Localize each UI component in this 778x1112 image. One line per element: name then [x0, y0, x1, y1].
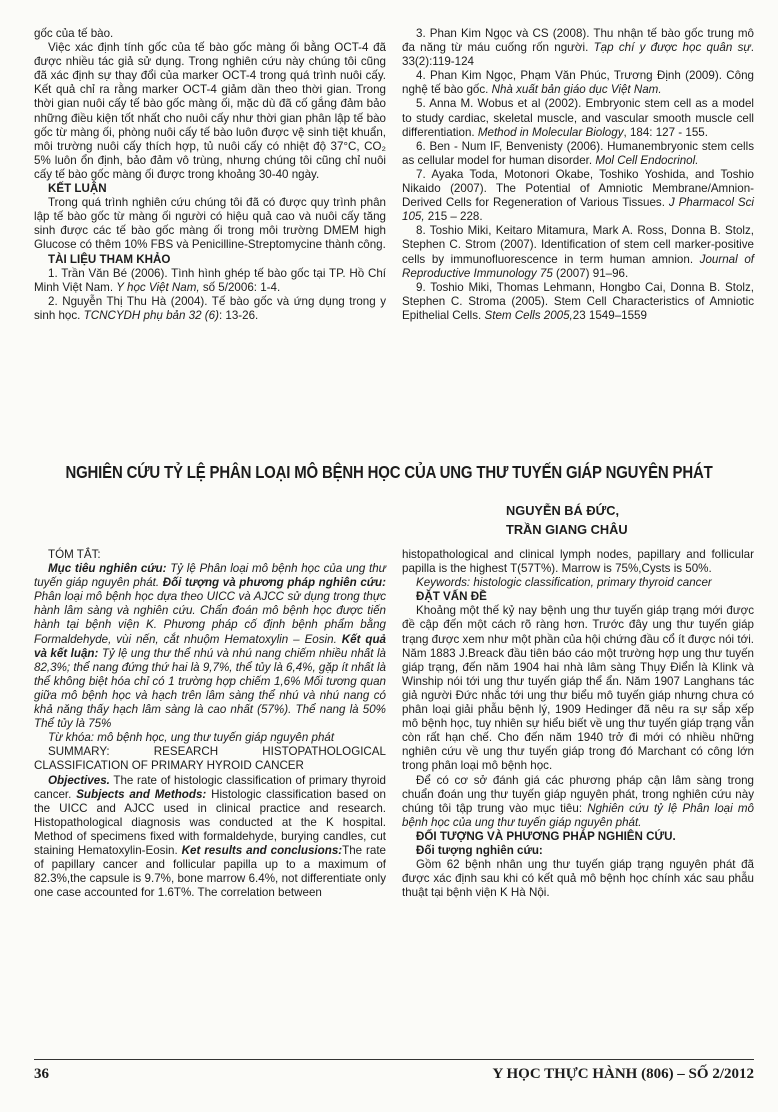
journal-name: Y HỌC THỰC HÀNH (806) – SỐ 2/2012 [492, 1066, 754, 1082]
keywords-vietnamese: Từ khóa: mô bệnh học, ung thư tuyến giáp nguyên phát [48, 731, 335, 745]
keywords-english: Keywords: histologic classification, primary thyroid cancer [416, 576, 712, 590]
top-right-column [402, 27, 754, 323]
paragraph: Việc xác định tính gốc của tế bào gốc màng ối bằng OCT-4 đã được nhiều tác giả sử dụng. Trong nghiên cứu này chúng tôi cũng đã xác định sự thay đổi của marker OCT-4 trong quá trình nuôi cấy. Kết quả chỉ ra rằng marker OCT-4 giảm dần theo thời gian. Trong thời gian nuôi cấy tế bào gốc màng ối, mặc dù đã cố gắng đảm bảo những điều kiện tốt nhất cho nuôi cấy như thời gian phân lập tế bào gốc từ màng ối, phòng nuôi cấy tế bào luôn được vệ sinh tiệt khuẩn, môi trường nuôi cấy thích hợp, tủ nuôi cấy có nhiệt độ 37°C, CO₂ 5% luôn ổn định, bảo đảm vô trùng, nhưng chúng tôi cũng chỉ nuôi cấy tế bào gốc màng ối được trong khoảng 30-40 ngày. [34, 41, 386, 181]
author-name: NGUYỄN BÁ ĐỨC, [506, 503, 619, 518]
reference-item: 4. Phan Kim Ngọc, Phạm Văn Phúc, Trương Định (2009). Công nghệ tế bào gốc. Nhà xuất bản giáo dục Việt Nam. [402, 69, 754, 97]
top-left-column [34, 27, 386, 323]
reference-item: 5. Anna M. Wobus et al (2002). Embryonic stem cell as a model to study cardiac, skeletal muscle, and vascular smooth muscle cell differentiation. Method in Molecular Biology, 184: 127 - 155. [402, 97, 754, 139]
reference-item: 1. Trần Văn Bé (2006). Tình hình ghép tế bào gốc tại TP. Hồ Chí Minh Việt Nam. Y học Việt Nam, số 5/2006: 1-4. [34, 266, 386, 294]
section-heading-methods: ĐỐI TƯỢNG VÀ PHƯƠNG PHÁP NGHIÊN CỨU. [416, 829, 676, 843]
abstract-english-continued: histopathological and clinical lymph nodes, papillary and follicular papilla is the highest T(57T%). Marrow is 75%,Cysts is 50%. [402, 548, 754, 576]
paragraph: Để có cơ sở đánh giá các phương pháp cận lâm sàng trong chuẩn đoán ung thư tuyến giáp nguyên phát, trong nghiên cứu này chúng tôi tập trung vào mục tiêu: Nghiên cứu tỷ lệ Phân loại mô bệnh học của ung thư tuyến giáp nguyên phát. [402, 773, 754, 829]
paragraph: gốc của tế bào. [34, 27, 114, 40]
summary-heading: TÓM TẮT: [48, 548, 101, 561]
abstract-english: Objectives. The rate of histologic classification of primary thyroid cancer. Subjects and Methods: Histologic classification based on the UICC and AJCC used in clinical practice and research. Histopathological diagnosis was conducted at the K hospital. Method of specimens fixed with formaldehyde, burying candles, cut staining Hematoxylin-Eosin. Ket results and conclusions:The rate of papillary cancer and follicular papilla up to a maximum of 82.3%,the capsule is 9.7%, bone marrow 6.4%, not differentiate only one case accounted for 1.6T%. The correlation between [34, 773, 386, 900]
reference-item: 2. Nguyễn Thị Thu Hà (2004). Tế bào gốc và ứng dụng trong y sinh học. TCNCYDH phụ bản 32 (6): 13-26. [34, 294, 386, 322]
section-heading-conclusion: KẾT LUẬN [48, 182, 107, 196]
section-heading-introduction: ĐẶT VẤN ĐỀ [416, 590, 487, 604]
reference-item: 3. Phan Kim Ngọc và CS (2008). Thu nhận tế bào gốc trung mô đa năng từ máu cuống rốn người. Tạp chí y được học quân sự. 33(2):119-124 [402, 27, 754, 69]
reference-item: 7. Ayaka Toda, Motonori Okabe, Toshiko Yoshida, and Toshio Nikaido (2007). The Potential of Amniotic Membrane/Amnion-Derived Cells for Regeneration of Various Tissues. J Pharmacol Sci 105, 215 – 228. [402, 167, 754, 224]
author-block [506, 501, 628, 539]
section-heading-references: TÀI LIỆU THAM KHẢO [48, 252, 171, 266]
page-number: 36 [34, 1066, 49, 1082]
paragraph: Trong quá trình nghiên cứu chúng tôi đã có được quy trình phân lập tế bào gốc từ màng ối người có hiệu quả cao và nuôi cấy tăng sinh được các tế bào gốc màng ối trong môi trường DMEM high Glucose có thêm 10% FBS và Penicilline-Streptomycine thành công. [34, 196, 386, 252]
bottom-left-column [34, 548, 386, 900]
reference-item: 9. Toshio Miki, Thomas Lehmann, Hongbo Cai, Donna B. Stolz, Stephen C. Stroma (2005). Stem Cell Characteristics of Amniotic Epithelial Cells. Stem Cells 2005,23 1549–1559 [402, 280, 754, 322]
subsection-heading-subjects: Đối tượng nghiên cứu: [416, 843, 543, 857]
summary-english-heading: SUMMARY: RESEARCH HISTOPATHOLOGICAL CLASSIFICATION OF PRIMARY HYROID CANCER [34, 745, 386, 773]
paragraph: Gồm 62 bệnh nhân ung thư tuyến giáp trạng nguyên phát đã được xác định sau khi có kết quả mô bệnh học chính xác sau phẫu thuật tại bệnh viện K Hà Nội. [402, 858, 754, 900]
bottom-right-column [402, 548, 754, 900]
reference-item: 6. Ben - Num IF, Benvenisty (2006). Humanembryonic stem cells as cellular model for human disorder. Mol Cell Endocrinol. [402, 139, 754, 167]
author-name: TRẦN GIANG CHÂU [506, 522, 628, 537]
article-title: NGHIÊN CỨU TỶ LỆ PHÂN LOẠI MÔ BỆNH HỌC CỦA UNG THƯ TUYẾN GIÁP NGUYÊN PHÁT [65, 462, 713, 482]
footer-divider [34, 1059, 754, 1060]
paragraph: Khoảng một thế kỷ nay bệnh ung thư tuyến giáp trạng mới được đề cập đến một cách rõ ràng hơn. Trước đây ung thư tuyến giáp trạng được xem như một phần của hội chứng đầu cổ ít được nói tới. Năm 1883 J.Breack đầu tiên báo cáo một trường hợp ung thư tuyến giáp trạng, đến năm 1904 hai nhà lâm sàng Thụy Điển là Klink và Winship nói tới ung thư tuyến giáp thể ẩn. Năm 1907 Langhans tác giả người Đức nhắc tới ung thư biểu mô tuyến giáp nhưng chưa có phân loại giải phẫu bệnh lý, 1909 Hedinger đã nêu ra sự sắp xếp mô bệnh học, tuy nhiên sự hiểu biết về ung thư tuyến giáp trạng vẫn còn rất hạn chế. Cho đến năm 1940 trở đi mới có nhiều những nghiên cứu về ung thư tuyến giáp trong đó Marchant có công lớn trong phân loại mô bệnh học. [402, 604, 754, 773]
reference-item: 8. Toshio Miki, Keitaro Mitamura, Mark A. Ross, Donna B. Stolz, Stephen C. Strom (2007). Identification of stem cell marker-positive cells by immunofluorescence in term human amnion. Journal of Reproductive Immunology 75 (2007) 91–96. [402, 224, 754, 280]
abstract-vietnamese: Mục tiêu nghiên cứu: Tỷ lệ Phân loại mô bệnh học của ung thư tuyến giáp nguyên phát. Đối tượng và phương pháp nghiên cứu: Phân loại mô bệnh học dựa theo UICC và AJCC sử dụng trong thực hành lâm sàng và nghiên cứu. Chẩn đoán mô bệnh học được tiến hành tại bệnh viện K. Phương pháp cố định bệnh phẩm bằng Formaldehyde, vùi nến, cắt nhuộm Hematoxylin – Eosin. Kết quả và kết luận: Tỷ lệ ung thư thể nhú và nhú nang chiếm nhiều nhất là 82,3%; thể nang đứng thứ hai là 9,7%, thể tủy là 6,4%, gặp ít nhất là thể không biệt hóa chỉ có 1 trường hợp chiếm 1,6% Mối tương quan giữa mô bệnh học và hạch trên lâm sàng thể nhú và nhú nang có khả năng thấy hạch lâm sàng là cao nhất (57%). Thể nang là 50% Thể tủy là 75% [34, 562, 387, 731]
